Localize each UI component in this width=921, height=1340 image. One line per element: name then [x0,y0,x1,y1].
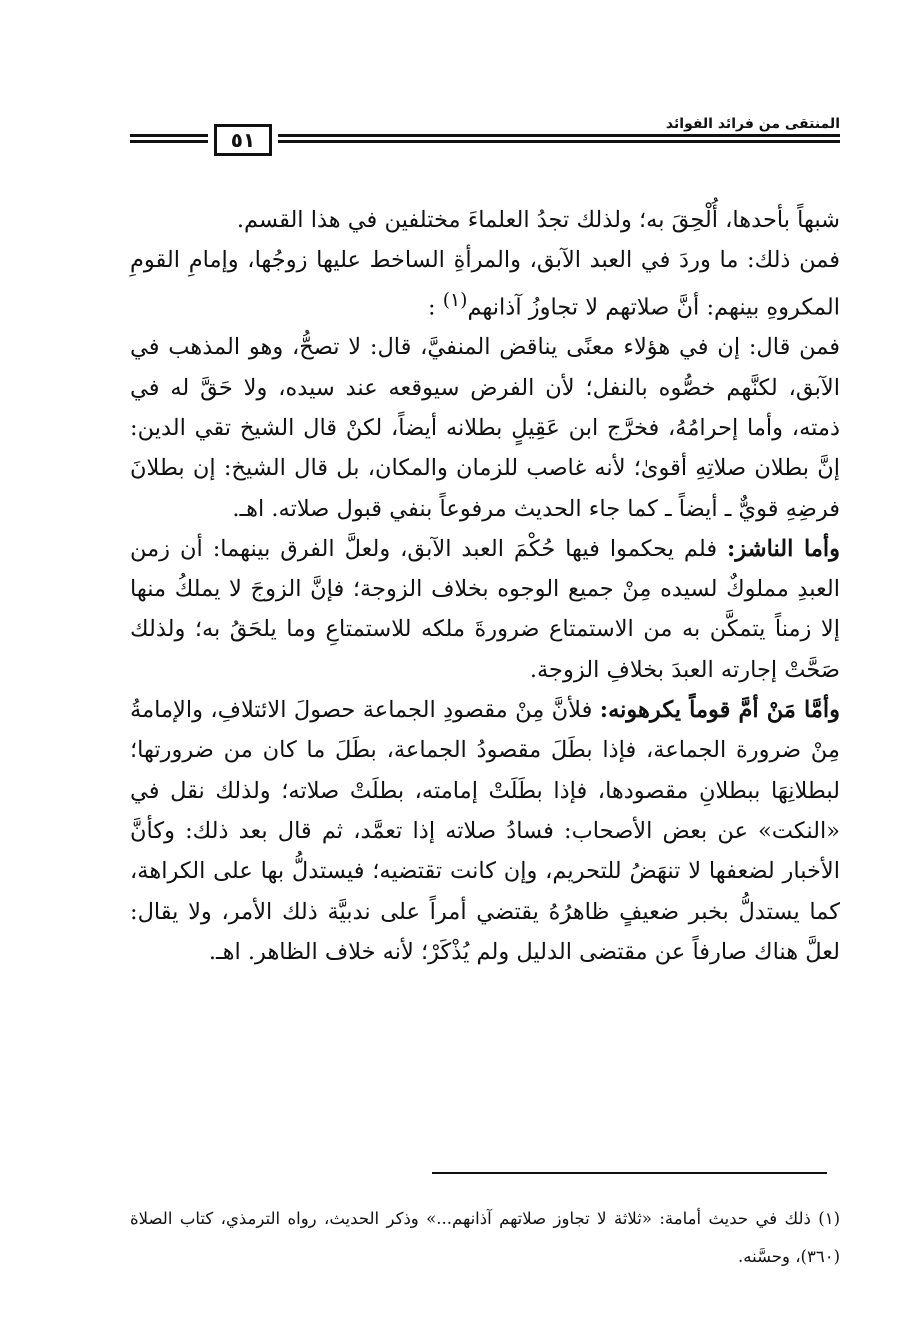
page-header [130,112,840,162]
paragraph-4 [130,529,840,690]
paragraph-2-end: : [427,294,436,321]
page-number: ٥١ [214,124,272,156]
paragraph-2-text: فمن ذلك: ما وردَ في العبد الآبق، والمرأةِ الساخط عليها زوجُها، وإمامِ القومِ المكروهِ بينهم: أنَّ صلاتهم لا تجاوزُ آذانهم [130,247,840,321]
running-title: المنتقى من فرائد الفوائد [665,116,840,132]
paragraph-5-text: فلأنَّ مِنْ مقصودِ الجماعة حصولَ الائتلافِ، والإمامةُ مِنْ ضرورة الجماعة، فإذا بطَلَ مقصودُ الجماعة، بطَلَ ما كان من ضرورتها؛ لبطلانِهَا ببطلانِ مقصودها، فإذا بطَلَتْ إمامته، بطلَتْ صلاته؛ ولذلك نقل في «النكت» عن بعض الأصحاب: فسادُ صلاته إذا تعمَّد، ثم قال بعد ذلك: وكأنَّ الأخبار لضعفها لا تنهَضُ للتحريم، وإن كانت تقتضيه؛ فيستدلُّ بها على الكراهة، كما يستدلُّ بخبر ضعيفٍ ظاهرُهُ يقتضي أمراً على ندبيَّة ذلك الأمر، ولا يقال: لعلَّ هناك صارفاً عن مقتضى الدليل ولم يُذْكَرْ؛ لأنه خلاف الظاهر. اهـ. [130,697,840,965]
paragraph-1: شبهاً بأحدها، أُلْحِقَ به؛ ولذلك تجدُ العلماءَ مختلفين في هذا القسم. [236,207,840,233]
footnote-marker[interactable]: (١) [442,289,468,311]
footnote-text: (١) ذلك في حديث أمامة: «ثلاثة لا تجاوز صلاتهم آذانهم...» وذكر الحديث، رواه الترمذي، كتاب الصلاة (٣٦٠)، وحسَّنه. [130,1209,840,1266]
header-rule-right [278,134,840,146]
paragraph-5 [130,690,840,972]
paragraph-4-lead: وأما الناشز: [727,535,840,562]
footnote-divider [432,1172,827,1174]
paragraph-2 [130,240,840,327]
paragraph-4-text: فلم يحكموا فيها حُكْمَ العبد الآبق، ولعلَّ الفرق بينهما: أن زمن العبدِ مملوكٌ لسيده مِنْ جميع الوجوه بخلاف الزوجة؛ فإنَّ الزوجَ لا يملكُ منها إلا زمناً يتمكَّن به من الاستمتاع ضرورةَ ملكه للاستمتاعِ وما يلحَقُ به؛ ولذلك صَحَّتْ إجارته العبدَ بخلافِ الزوجة. [130,535,840,683]
main-text [130,200,840,972]
paragraph-5-lead: وأمَّا مَنْ أمَّ قوماً يكرهونه: [599,697,840,724]
header-rule-left [130,134,208,146]
paragraph-3: فمن قال: إن في هؤلاء معنًى يناقض المنفيَّ، قال: لا تصحُّ، وهو المذهب في الآبق، لكنَّهم خصُّوه بالنفل؛ لأن الفرض سيوقعه عند سيده، ولا حَقَّ له في ذمته، وأما إحرامُهُ، فخرَّج ابن عَقِيلٍ بطلانه أيضاً، لكنْ قال الشيخ تقي الدين: إنَّ بطلان صلاتِهِ أقوىٰ؛ لأنه غاصب للزمان والمكان، بل قال الشيخ: إن بطلانَ فرضِهِ قويٌّ ـ أيضاً ـ كما جاء الحديث مرفوعاً بنفي قبول صلاته. اهـ. [130,334,840,522]
footnote [130,1200,840,1276]
